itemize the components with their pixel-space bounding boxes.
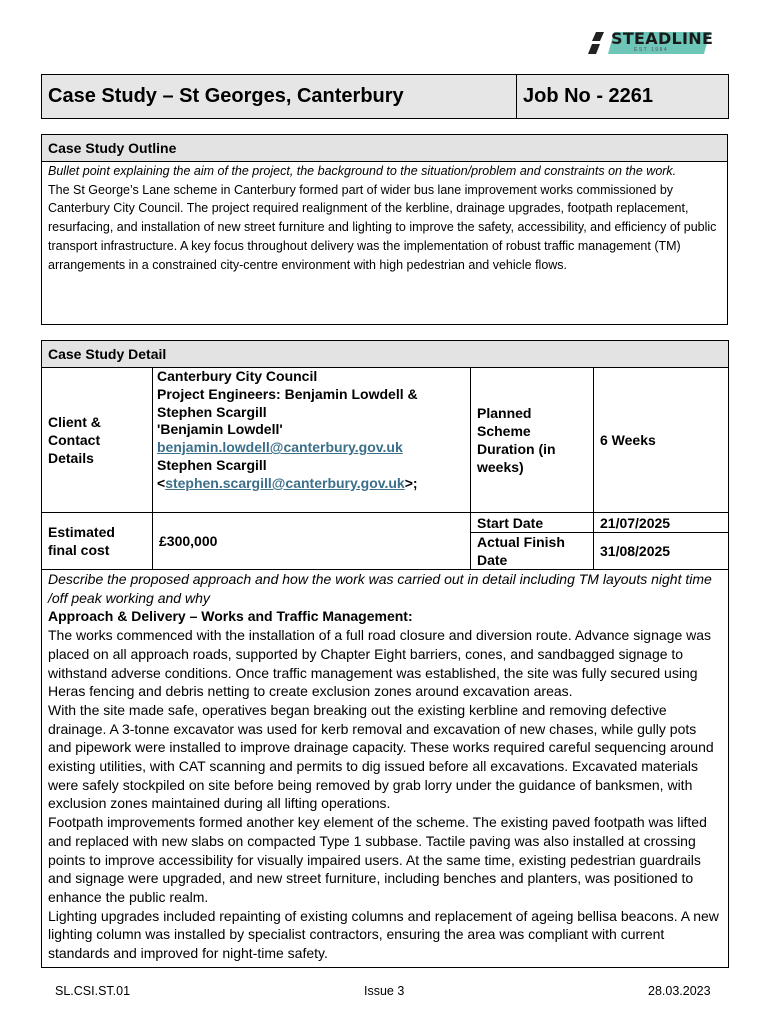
contact-2-open: < <box>157 474 166 491</box>
approach-heading: Approach & Delivery – Works and Traffic Management: <box>48 608 413 625</box>
contact-1-name: 'Benjamin Lowdell' <box>157 421 283 438</box>
outline-body <box>42 162 728 325</box>
contact-2-close: >; <box>404 474 418 491</box>
footer-date: 28.03.2023 <box>648 984 711 998</box>
client-name: Canterbury City Council <box>157 368 318 384</box>
outline-instruction: Bullet point explaining the aim of the project, the background to the situation/problem and constraints on the work. <box>48 164 677 178</box>
contact-2-email-link[interactable]: stephen.scargill@canterbury.gov.uk <box>165 474 405 491</box>
approach-paragraph: With the site made safe, operatives began breaking out the existing kerbline and removing defective drainage. A 3-tonne excavator was used for kerb removal and excavation of new chases, while gully pots and pipework were installed to improve drainage capacity. These works required careful sequencing around existing utilities, with CAT scanning and permits to dig issued before all excavations. Excavated materials were safely stockpiled on site before being removed by grab lorry under the guidance of banksmen, with exclusion zones maintained during all lifting operations. <box>48 701 714 812</box>
cost-value: £300,000 <box>153 513 471 570</box>
footer-issue: Issue 3 <box>364 984 405 998</box>
detail-heading: Case Study Detail <box>42 341 729 368</box>
cost-label: Estimated final cost <box>42 513 153 570</box>
title-table <box>41 74 729 119</box>
job-number: Job No - 2261 <box>517 75 729 119</box>
finish-date-label: Actual Finish Date <box>471 533 594 570</box>
project-engineers: Project Engineers: Benjamin Lowdell & Stephen Scargill <box>157 385 418 420</box>
contact-2 <box>157 475 466 493</box>
case-study-title: Case Study – St Georges, Canterbury <box>42 75 517 119</box>
contact-1 <box>157 421 466 457</box>
duration-value: 6 Weeks <box>594 368 729 513</box>
outline-text: The St George’s Lane scheme in Canterbury formed part of wider bus lane improvement works commissioned by Canterbury City Council. The project required realignment of the kerbline, drainage upgrades, footpath replacement, resurfacing, and installation of new street furniture and lighting to improve the safety, accessibility, and efficiency of public transport infrastructure. A key focus throughout delivery was the implementation of robust traffic management (TM) arrangements in a constrained city-centre environment with high pedestrian and vehicle flows. <box>48 182 717 272</box>
outline-table <box>41 134 728 325</box>
client-contacts <box>153 368 471 513</box>
finish-date-value: 31/08/2025 <box>594 533 729 570</box>
approach-paragraph: The works commenced with the installation of a full road closure and diversion route. Advance signage was placed on all approach roads, supported by Chapter Eight barriers, cones, and sandbagged signage to withstand adverse conditions. Once traffic management was established, the site was fully secured using Heras fencing and debris netting to create exclusion zones around excavation areas. <box>48 627 712 700</box>
outline-heading: Case Study Outline <box>42 135 728 162</box>
footer-reference: SL.CSI.ST.01 <box>55 984 131 998</box>
contact-1-email-link[interactable]: benjamin.lowdell@canterbury.gov.uk <box>157 439 403 456</box>
logo-tagline: EST 1984 <box>634 47 669 53</box>
logo-wordmark: STEADLINE <box>611 29 714 48</box>
steadline-logo <box>586 28 714 58</box>
approach-paragraph: Lighting upgrades included repainting of existing columns and replacement of ageing bellisa beacons. A new lighting column was installed by specialist contractors, ensuring the area was compliant with current standards and improved for night-time safety. <box>48 907 719 962</box>
contact-2-name: Stephen Scargill <box>157 456 267 473</box>
approach-body <box>42 570 729 968</box>
start-date-label: Start Date <box>471 513 594 533</box>
start-date-value: 21/07/2025 <box>594 513 729 533</box>
approach-paragraph: Footpath improvements formed another key element of the scheme. The existing paved footpath was lifted and replaced with new slabs on compacted Type 1 subbase. Tactile paving was also installed at crossing points to improve accessibility for visually impaired users. At the same time, existing pedestrian guardrails and signage were upgraded, and new street furniture, including benches and planters, was positioned to enhance the public realm. <box>48 814 707 905</box>
client-label: Client & Contact Details <box>42 368 153 513</box>
approach-instruction: Describe the proposed approach and how the work was carried out in detail including TM layouts night time /off peak working and why <box>48 571 712 606</box>
detail-table <box>41 340 729 968</box>
duration-label: Planned Scheme Duration (in weeks) <box>471 368 594 513</box>
